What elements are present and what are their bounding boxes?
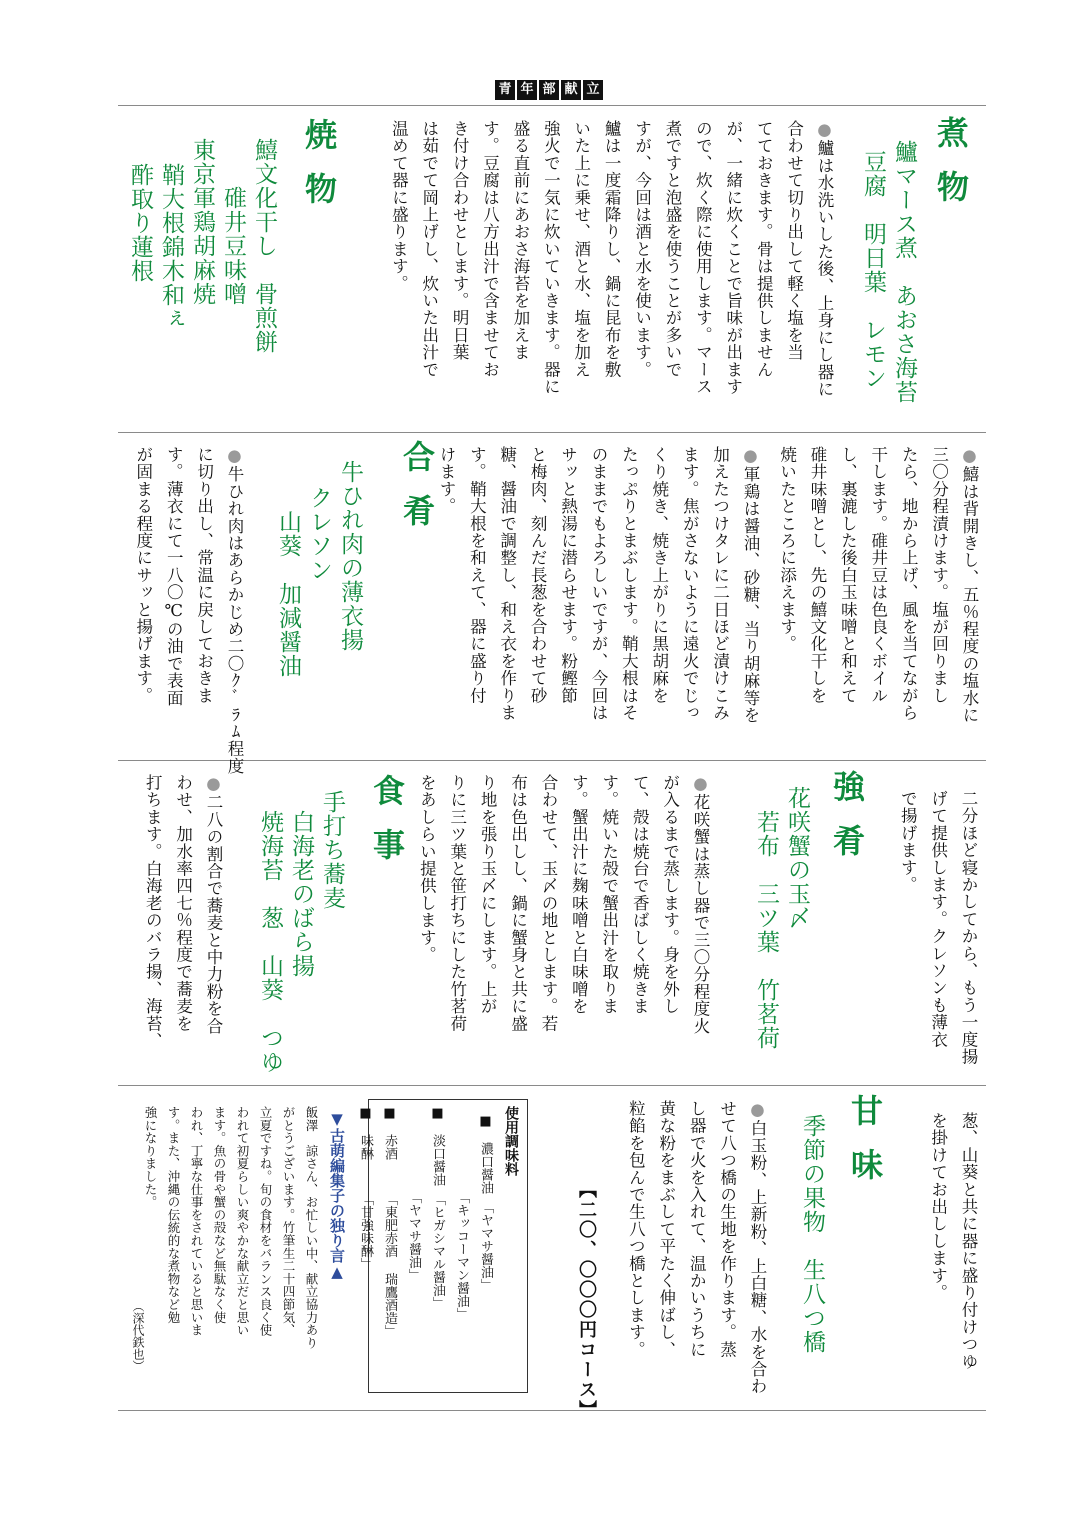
section-header — [495, 80, 603, 100]
nimono-dish-line2: 豆腐 明日葉 レモン — [860, 150, 886, 390]
header-char: 年 — [517, 80, 537, 100]
shokuji-dish-line3: 焼海苔 葱 山葵 つゆ — [257, 810, 283, 1074]
amami-dish: 季節の果物 生八つ橋 — [799, 1114, 825, 1354]
seasoning-list — [353, 1106, 523, 1338]
azukebachi-title: 合肴 — [398, 440, 436, 548]
azukebachi-dish-line3: 山葵 加減醤油 — [275, 510, 301, 678]
shokuji-title: 食事 — [368, 774, 406, 882]
header-char: 献 — [561, 80, 581, 100]
nimono-dish-line1: 鱸マース煮 あおさ海苔 — [891, 140, 917, 404]
seasoning-box — [358, 1099, 528, 1393]
yakimono-body-shamo: ● 軍鶏は醤油、砂糖、当り胡麻等を 加えたつけタレに二日ほど漬けこみ ます。焦がさないように遠火でじっ くり焼き、焼き上がりに黒胡麻を たっぷりとまぶします。鞘大根はそ のままでもよろしいですが、今回は サッと熱湯に潜らせます。粉鰹節 と梅肉、刻んだ長葱を合わせて砂 糖、醤油で調整し、和え衣を作りま す。鞘大根を和えて、器に盛り付 けます。 — [431, 446, 765, 724]
azukebachi-dish-line2: クレソン — [306, 486, 332, 582]
editor-signature: （深代鉄也） — [131, 1300, 145, 1372]
shiizakana-dish-line1: 花咲蟹の玉〆 — [784, 786, 810, 930]
shokuji-body-continued: 葱、山葵と共に器に盛り付けつゆ を掛けてお出しします。 — [928, 1112, 978, 1370]
nimono-body: ● 鱸は水洗いした後、上身にし器に 合わせて切り出して軽く塩を当 てておきます。骨は提供しません が、一緒に炊くことで旨味が出ます ので、炊く際に使用します。マース 煮ですと泡盛を使うことが多いで すが、今回は酒と水を使います。 鱸は一度霜降りし、鍋に昆布を敷 いた上に乗せ、酒と水、塩を加え 強火で一気に炊いていきます。器に 盛る直前にあおさ海苔を加えま す。豆腐は八方出汁で含ませてお き付け合わせとします。明日葉 は茹でて岡上げし、炊いた出汁で 温めて器に盛ります。 — [383, 120, 839, 398]
seasoning-item: ■ 赤酒 「東肥赤酒 瑞鷹酒造」 — [382, 1106, 397, 1338]
azukebachi-dish-line1: 牛ひれ肉の薄衣揚 — [337, 460, 363, 652]
azukebachi-body-continued: 二分ほど寝かしてから、もう一度揚 げて提供します。クレソンも薄衣 で揚げます。 — [898, 790, 978, 1066]
shokuji-body: ● 二八の割合で蕎麦と中力粉を合 わせ、加水率四七％程度で蕎麦を 打ちます。白海老のバラ揚、海苔、 — [137, 774, 228, 1049]
seasoning-title: 使用調味料 — [503, 1106, 519, 1176]
shiizakana-body: ● 花咲蟹は蒸し器で三〇分程度火 が入るまで蒸します。身を外し て、殻は焼台で香ばしく焼きま す。焼いた殻で蟹出汁を取りま す。蟹出汁に麹味噌と白味噌を 合わせて、玉〆の地とします。若 布は色出しし、鍋に蟹身と共に盛 り地を張り玉〆にします。上が りに三ツ葉と笹打ちにした竹茗荷 をあしらい提供します。 — [411, 774, 715, 1035]
amami-title: 甘味 — [846, 1094, 884, 1202]
yakimono-dish-line3: 東京軍鶏胡麻焼 — [189, 138, 215, 306]
shokuji-dish-line1: 手打ち蕎麦 — [319, 790, 345, 910]
header-char: 立 — [583, 80, 603, 100]
shiizakana-title: 強肴 — [828, 770, 866, 878]
shokuji-dish-line2: 白海老のばら揚 — [288, 810, 314, 978]
seasoning-item: 「キッコーマン醤油」 — [454, 1106, 469, 1321]
header-char: 青 — [495, 80, 515, 100]
yakimono-title: 焼物 — [300, 118, 338, 226]
divider — [118, 105, 986, 106]
yakimono-dish-line1: 鱚文化干し 骨煎餅 — [251, 138, 277, 354]
editor-note-title: ▼古萌編集子の独り言▲ — [328, 1110, 346, 1281]
yakimono-body-kisu: ● 鱚は背開きし、五％程度の塩水に 三〇分程漬けます。塩が回りまし たら、地から上げ、風を当てながら 干します。碓井豆は色良くボイル し、裏漉した後白玉味噌と和えて 碓井味噌とし、先の鱚文化干しを 焼いたところに添えます。 — [771, 446, 984, 724]
amami-body: ● 白玉粉、上新粉、上白糖、水を合わ せて八つ橋の生地を作ります。蒸 し器で火を入れて、温かいうちに 黄な粉をまぶして平たく伸ばし、 粒餡を包んで生八つ橋とします。 — [620, 1100, 772, 1395]
seasoning-item: 「ヤマサ醤油」 — [406, 1106, 421, 1282]
azukebachi-body: ● 牛ひれ肉はあらかじめ二〇ｸﾞﾗﾑ程度 に切り出し、常温に戻しておきま す。薄衣にて一八〇℃の油で表面 が固まる程度にサッと揚げます。 — [127, 446, 249, 775]
yakimono-dish-line4: 鞘大根錦木和ぇ — [158, 163, 184, 331]
yakimono-dish-line2: 碓井豆味噌 — [220, 138, 246, 306]
divider — [118, 432, 986, 433]
course-price: 【二〇、〇〇〇円コース】 — [576, 1180, 597, 1420]
header-char: 部 — [539, 80, 559, 100]
shiizakana-dish-line2: 若布 三ツ葉 竹茗荷 — [753, 810, 779, 1050]
divider — [118, 1085, 986, 1086]
seasoning-item: ■ 味醂 「甘強味醂」 — [358, 1106, 373, 1271]
nimono-title: 煮物 — [932, 116, 970, 224]
seasoning-item: ■ 淡口醤油 「ヒガシマル醤油」 — [430, 1106, 445, 1310]
seasoning-item: ■ 濃口醤油 「ヤマサ醤油」 — [478, 1114, 493, 1292]
yakimono-dish-line5: 酢取り蓮根 — [127, 163, 153, 283]
editor-note-body: 飯澤 諒さん、お忙しい中、献立協力あり がとうございます。竹筆生二十四節気、 立夏ですね。旬の食材をバランス良く使 われて初夏らしい爽やかな献立だと思い ます。魚の骨や蟹の殻など無駄なく使 われ、丁寧な仕事をされていると思いま す。また、沖縄の伝統的な煮物など勉 強になりました。 — [143, 1106, 319, 1350]
divider — [118, 1410, 986, 1411]
